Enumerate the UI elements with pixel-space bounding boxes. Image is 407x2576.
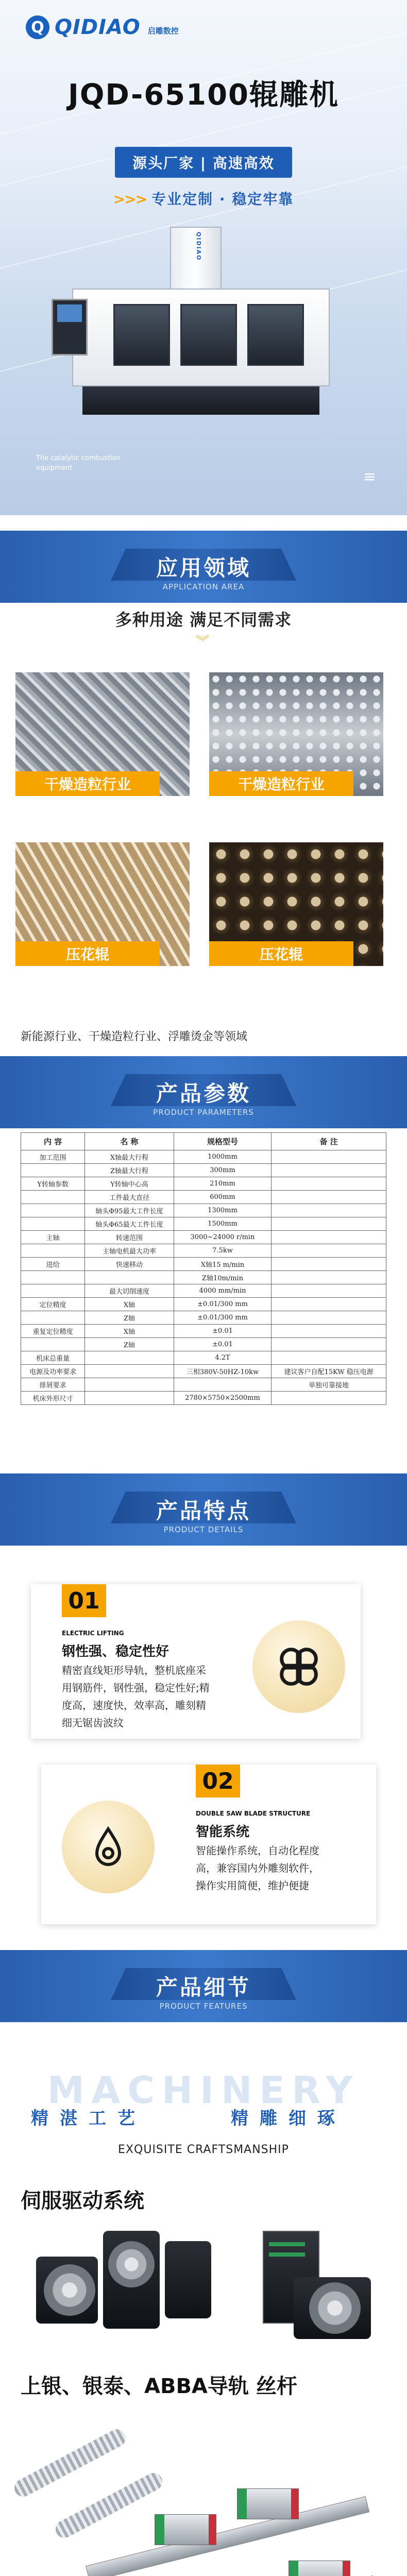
table-cell-name: Z轴最大行程 [85, 1164, 174, 1177]
hero-subtitle-text: 专业定制 · 稳定牢靠 [151, 191, 294, 208]
table-cell-name: Y转轴中心高 [85, 1177, 174, 1191]
hero-note [36, 453, 121, 473]
table-cell-group: 主轴 [21, 1231, 85, 1244]
application-image [209, 672, 383, 796]
application-label: 压花辊 [15, 941, 160, 966]
table-row [21, 1191, 386, 1204]
application-image [15, 672, 190, 796]
brand-logo[interactable] [26, 15, 179, 39]
table-cell-group: 机床总重量 [21, 1351, 85, 1365]
table-cell-note [272, 1258, 386, 1271]
control-panel [52, 299, 88, 355]
feature-line: 高，兼容国内外雕刻软件， [196, 1862, 319, 1874]
logo-mark: Q [26, 15, 49, 39]
arrows-icon: >>> [113, 191, 147, 208]
table-cell-name: X轴 [85, 1325, 174, 1338]
table-cell-group [21, 1244, 85, 1258]
motor-shaft [309, 2282, 361, 2334]
table-cell-name [85, 1351, 174, 1365]
section-title: 产品特点 [156, 1498, 251, 1523]
table-cell-group: 机床外形尺寸 [21, 1392, 85, 1405]
feature-title: 钢性强、稳定性好 [62, 1644, 169, 1659]
table-row [21, 1177, 386, 1191]
feature-line: 细无锯齿波纹 [62, 1717, 124, 1729]
table-cell-note [272, 1150, 386, 1164]
table-header: 规格型号 [174, 1133, 272, 1150]
table-header: 内 容 [21, 1133, 85, 1150]
table-row [21, 1258, 386, 1271]
feature-line: 智能操作系统，自动化程度 [196, 1844, 319, 1857]
section-subtitle-en: PRODUCT PARAMETERS [153, 1108, 254, 1117]
feature-line: 用钢筋件，钢性强，稳定性好;精 [62, 1682, 210, 1694]
servo-title: 伺服驱动系统 [21, 2189, 144, 2213]
hero-pill: 源头厂家 | 高速高效 [115, 147, 292, 178]
table-cell-group [21, 1271, 85, 1284]
hero-subtitle [0, 188, 407, 209]
feature-line: 操作实用简便，维护便捷 [196, 1879, 309, 1892]
table-row [21, 1284, 386, 1298]
ball-screw [53, 2470, 165, 2541]
application-label: 干燥造粒行业 [209, 771, 353, 796]
params-table [21, 1132, 386, 1405]
table-row [21, 1378, 386, 1392]
table-cell-spec: 210mm [174, 1177, 272, 1191]
table-cell-note [272, 1325, 386, 1338]
table-cell-note: 单独可靠接地 [272, 1378, 386, 1392]
table-cell-name [85, 1271, 174, 1284]
motor-shaft [44, 2264, 95, 2316]
clover-icon [252, 1620, 345, 1713]
table-row [21, 1217, 386, 1231]
table-cell-name [85, 1378, 174, 1392]
menu-icon[interactable]: ≡ [363, 468, 376, 486]
table-cell-group: Y转轴参数 [21, 1177, 85, 1191]
table-cell-note [272, 1177, 386, 1191]
table-row [21, 1204, 386, 1217]
table-cell-spec: Z轴10m/min [174, 1271, 272, 1284]
table-cell-group: 加工范围 [21, 1150, 85, 1164]
table-cell-spec: ±0.01/300 mm [174, 1298, 272, 1311]
table-row [21, 1392, 386, 1405]
table-row [21, 1244, 386, 1258]
hero-note-line: The catalytic combustion [36, 454, 121, 462]
motor-shaft [108, 2241, 155, 2287]
application-image [15, 842, 190, 966]
table-cell-name: 最大切削速度 [85, 1284, 174, 1298]
section-title: 产品参数 [156, 1081, 251, 1106]
hero-note-line: equipment [36, 464, 73, 472]
table-cell-spec: 1300mm [174, 1204, 272, 1217]
craft-en: EXQUISITE CRAFTSMANSHIP [118, 2143, 289, 2156]
table-cell-name: 工件最大直径 [85, 1191, 174, 1204]
table-cell-spec: ±0.01 [174, 1325, 272, 1338]
table-cell-note [272, 1298, 386, 1311]
feature-line: 精密直线矩形导轨，整机底座采 [62, 1664, 206, 1676]
table-cell-spec: 3000~24000 r/min [174, 1231, 272, 1244]
section-subtitle-en: PRODUCT FEATURES [159, 2002, 248, 2011]
feature-number: 02 [196, 1765, 240, 1798]
table-row [21, 1325, 386, 1338]
feature-text [62, 1662, 210, 1732]
table-cell-spec: 2780×5750×2500mm [174, 1392, 272, 1405]
section-title: 产品细节 [156, 1975, 251, 2000]
craft-chars-right: 精雕细琢 [231, 2108, 346, 2129]
rail-title: 上银、银泰、ABBA导轨 丝杆 [21, 2375, 297, 2398]
feature-title: 智能系统 [196, 1824, 250, 1840]
feature-line: 度高，速度快，效率高，雕刻精 [62, 1699, 206, 1711]
machine-base [82, 386, 319, 415]
section-header-features [0, 1473, 407, 1546]
table-row [21, 1298, 386, 1311]
machine-image [52, 227, 340, 422]
table-cell-group [21, 1164, 85, 1177]
table-cell-spec [174, 1378, 272, 1392]
table-cell-spec: 1000mm [174, 1150, 272, 1164]
table-cell-note [272, 1311, 386, 1325]
table-cell-note [272, 1244, 386, 1258]
application-label: 压花辊 [209, 941, 353, 966]
table-cell-note [272, 1191, 386, 1204]
hero-title: JQD-65100辊雕机 [67, 78, 340, 112]
table-cell-name: X轴最大行程 [85, 1150, 174, 1164]
table-cell-spec: X轴15 m/min [174, 1258, 272, 1271]
table-cell-spec: ±0.01/300 mm [174, 1311, 272, 1325]
table-cell-group [21, 1338, 85, 1351]
section-header-application [0, 531, 407, 603]
table-cell-group: 排屑要求 [21, 1378, 85, 1392]
feature-en: DOUBLE SAW BLADE STRUCTURE [196, 1810, 311, 1817]
table-cell-name [85, 1392, 174, 1405]
application-image [209, 842, 383, 966]
table-row [21, 1311, 386, 1325]
table-cell-note [272, 1351, 386, 1365]
table-row [21, 1365, 386, 1378]
section-header-details [0, 1950, 407, 2022]
application-subtitle: 多种用途 满足不同需求 [115, 610, 292, 630]
machine-column-label: QIDIAO [195, 232, 202, 261]
table-cell-name: X轴 [85, 1298, 174, 1311]
table-cell-group [21, 1284, 85, 1298]
table-row [21, 1351, 386, 1365]
ball-screw [11, 2426, 129, 2500]
servo-motor [165, 2241, 211, 2318]
table-cell-group: 进给 [21, 1258, 85, 1271]
table-cell-group [21, 1311, 85, 1325]
section-subtitle-en: APPLICATION AREA [162, 582, 245, 591]
table-cell-spec: 4.2T [174, 1351, 272, 1365]
section-title: 应用领域 [156, 555, 251, 581]
table-cell-note [272, 1392, 386, 1405]
table-row [21, 1150, 386, 1164]
logo-subtext: 启雕数控 [147, 26, 179, 36]
table-cell-name [85, 1365, 174, 1378]
table-cell-group [21, 1217, 85, 1231]
feature-number: 01 [62, 1584, 106, 1617]
table-cell-group [21, 1204, 85, 1217]
table-cell-group [21, 1191, 85, 1204]
gear-drop-icon [62, 1801, 155, 1893]
table-cell-spec: 7.5kw [174, 1244, 272, 1258]
feature-en: ELECTRIC LIFTING [62, 1630, 124, 1637]
table-cell-name: 快速移动 [85, 1258, 174, 1271]
table-cell-spec: ±0.01 [174, 1338, 272, 1351]
table-cell-spec: 4000 mm/min [174, 1284, 272, 1298]
table-cell-group: 电源及功率要求 [21, 1365, 85, 1378]
table-cell-note [272, 1284, 386, 1298]
logo-text: QIDIAO [55, 15, 141, 39]
craft-chars-left: 精湛工艺 [31, 2108, 146, 2129]
chevron-down-icon: ︾ [196, 634, 210, 650]
rail-block [155, 2514, 216, 2545]
application-label: 干燥造粒行业 [15, 771, 160, 796]
hero-banner [0, 0, 407, 515]
table-row [21, 1164, 386, 1177]
table-cell-name: Z轴 [85, 1338, 174, 1351]
section-subtitle-en: PRODUCT DETAILS [163, 1525, 244, 1534]
table-cell-group: 重复定位精度 [21, 1325, 85, 1338]
table-row [21, 1231, 386, 1244]
control-screen [57, 304, 82, 322]
table-cell-name: 主轴电机最大功率 [85, 1244, 174, 1258]
table-cell-note [272, 1338, 386, 1351]
table-row [21, 1271, 386, 1284]
table-cell-note [272, 1204, 386, 1217]
table-cell-note: 建议客户自配15KW 稳压电源 [272, 1365, 386, 1378]
section-header-params [0, 1056, 407, 1128]
table-cell-note [272, 1231, 386, 1244]
table-cell-name: 轴头Φ95最大工件长度 [85, 1204, 174, 1217]
feature-card [41, 1765, 376, 1924]
table-cell-spec: 600mm [174, 1191, 272, 1204]
table-cell-name: 轴头Φ65最大工件长度 [85, 1217, 174, 1231]
machine-window [247, 304, 304, 366]
table-cell-note [272, 1217, 386, 1231]
table-cell-name: Z轴 [85, 1311, 174, 1325]
application-footer: 新能源行业、干燥造粒行业、浮雕烫金等领域 [21, 1030, 248, 1043]
table-cell-spec: 1500mm [174, 1217, 272, 1231]
feature-card [31, 1584, 361, 1739]
table-header-row [21, 1133, 386, 1150]
table-cell-group: 定位精度 [21, 1298, 85, 1311]
table-cell-note [272, 1164, 386, 1177]
table-header: 备 注 [272, 1133, 386, 1150]
table-cell-name: 转速范围 [85, 1231, 174, 1244]
machine-window [113, 304, 170, 366]
feature-text [196, 1842, 319, 1894]
table-cell-spec: 300mm [174, 1164, 272, 1177]
rail-block [237, 2488, 299, 2519]
details-watermark: MACHINERY [47, 2069, 360, 2112]
rail-block [289, 2561, 350, 2576]
table-cell-note [272, 1271, 386, 1284]
machine-window [180, 304, 237, 366]
table-header: 名 称 [85, 1133, 174, 1150]
table-row [21, 1338, 386, 1351]
table-cell-spec: 三相380V-50HZ-10kw [174, 1365, 272, 1378]
